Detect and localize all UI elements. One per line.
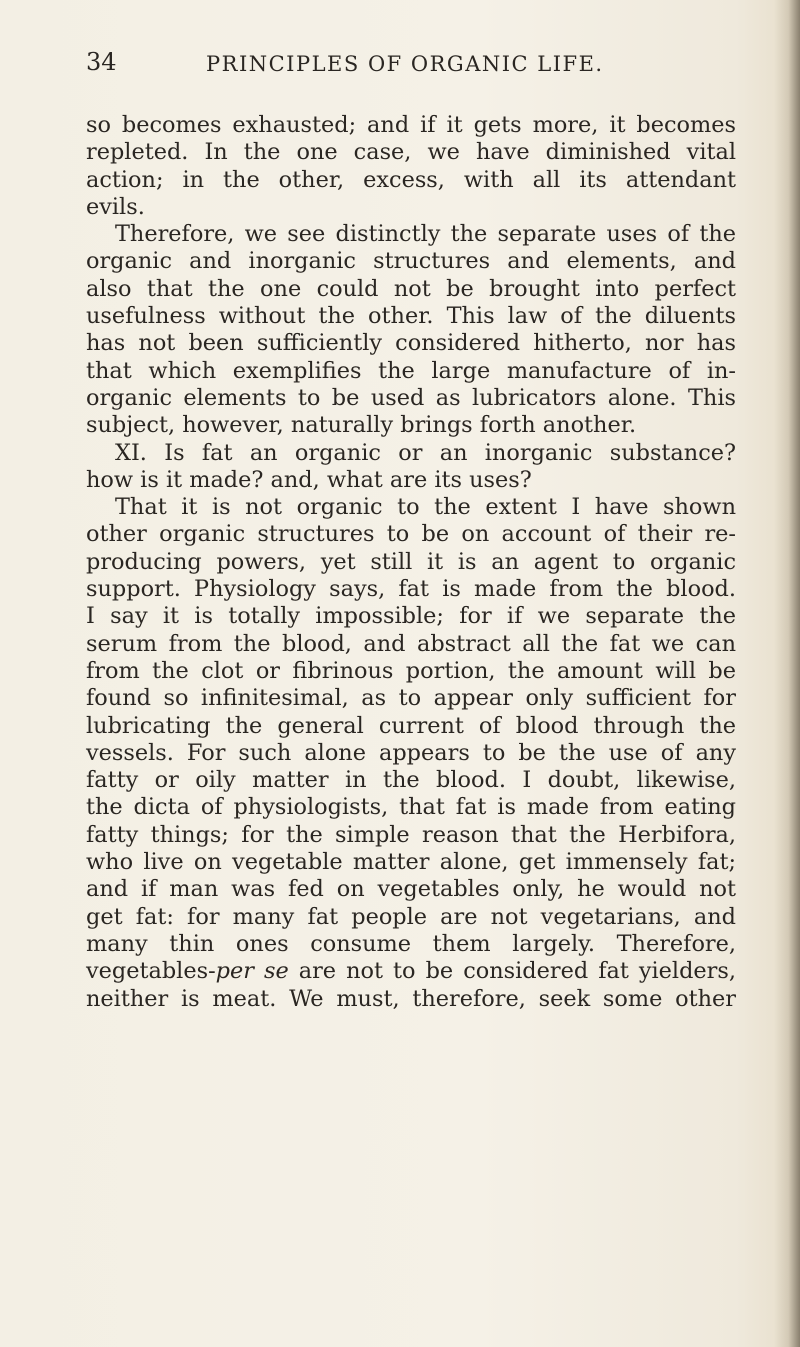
text-line: get fat: for many fat people are not vegetarians, and [86, 903, 736, 930]
text-line: repleted. In the one case, we have diminished vital [86, 139, 736, 166]
text-line-with-italic [86, 958, 736, 985]
text-line: so becomes exhausted; and if it gets more, it becomes [86, 112, 736, 138]
text-line: vessels. For such alone appears to be the use of any [86, 739, 736, 766]
text-line: evils. [86, 193, 145, 220]
text-line: fatty things; for the simple reason that the Herbifora, [86, 821, 736, 848]
text-line: organic and inorganic structures and elements, and [86, 248, 736, 275]
text-line: I say it is totally impossible; for if we separate the [86, 603, 736, 630]
running-title: PRINCIPLES OF ORGANIC LIFE. [206, 52, 604, 76]
page-number: 34 [86, 48, 117, 76]
body-text [86, 112, 736, 1013]
text-fragment: are not to be considered fat yielders, [288, 958, 736, 985]
text-line: and if man was fed on vegetables only, he would not [86, 876, 736, 903]
text-line: that which exemplifies the large manufacture of in- [86, 357, 736, 384]
text-line: many thin ones consume them largely. Therefore, [86, 930, 736, 957]
text-line: organic elements to be used as lubricators alone. This [86, 384, 736, 411]
section-heading-line: XI. Is fat an organic or an inorganic substance? [115, 439, 736, 466]
text-line: serum from the blood, and abstract all the fat we can [86, 630, 736, 657]
text-line: That it is not organic to the extent I have shown [115, 494, 736, 521]
text-line: lubricating the general current of blood through the [86, 712, 736, 739]
text-line: found so infinitesimal, as to appear only sufficient for [86, 685, 736, 712]
text-line: Therefore, we see distinctly the separate uses of the [115, 221, 736, 248]
italic-phrase: per se [215, 958, 289, 985]
text-line: subject, however, naturally brings forth another. [86, 412, 637, 439]
text-line: producing powers, yet still it is an agent to organic [86, 548, 736, 575]
page-edge-shadow [774, 0, 800, 1347]
text-line: has not been sufficiently considered hitherto, nor has [86, 330, 736, 357]
text-line: support. Physiology says, fat is made from the blood. [86, 576, 736, 603]
section-heading-line: how is it made? and, what are its uses? [86, 466, 532, 493]
text-line: action; in the other, excess, with all its attendant [86, 166, 736, 193]
text-line: neither is meat. We must, therefore, seek some other [86, 985, 736, 1012]
text-line: also that the one could not be brought into perfect [86, 275, 736, 302]
text-line: the dicta of physiologists, that fat is made from eating [86, 794, 736, 821]
text-line: fatty or oily matter in the blood. I doubt, likewise, [86, 767, 736, 794]
text-line: from the clot or fibrinous portion, the amount will be [86, 657, 736, 684]
text-line: who live on vegetable matter alone, get immensely fat; [86, 849, 736, 876]
text-fragment: vegetables- [86, 958, 216, 985]
text-line: other organic structures to be on account of their re- [86, 521, 736, 548]
text-line: usefulness without the other. This law of the diluents [86, 303, 736, 330]
page-header [86, 48, 726, 82]
